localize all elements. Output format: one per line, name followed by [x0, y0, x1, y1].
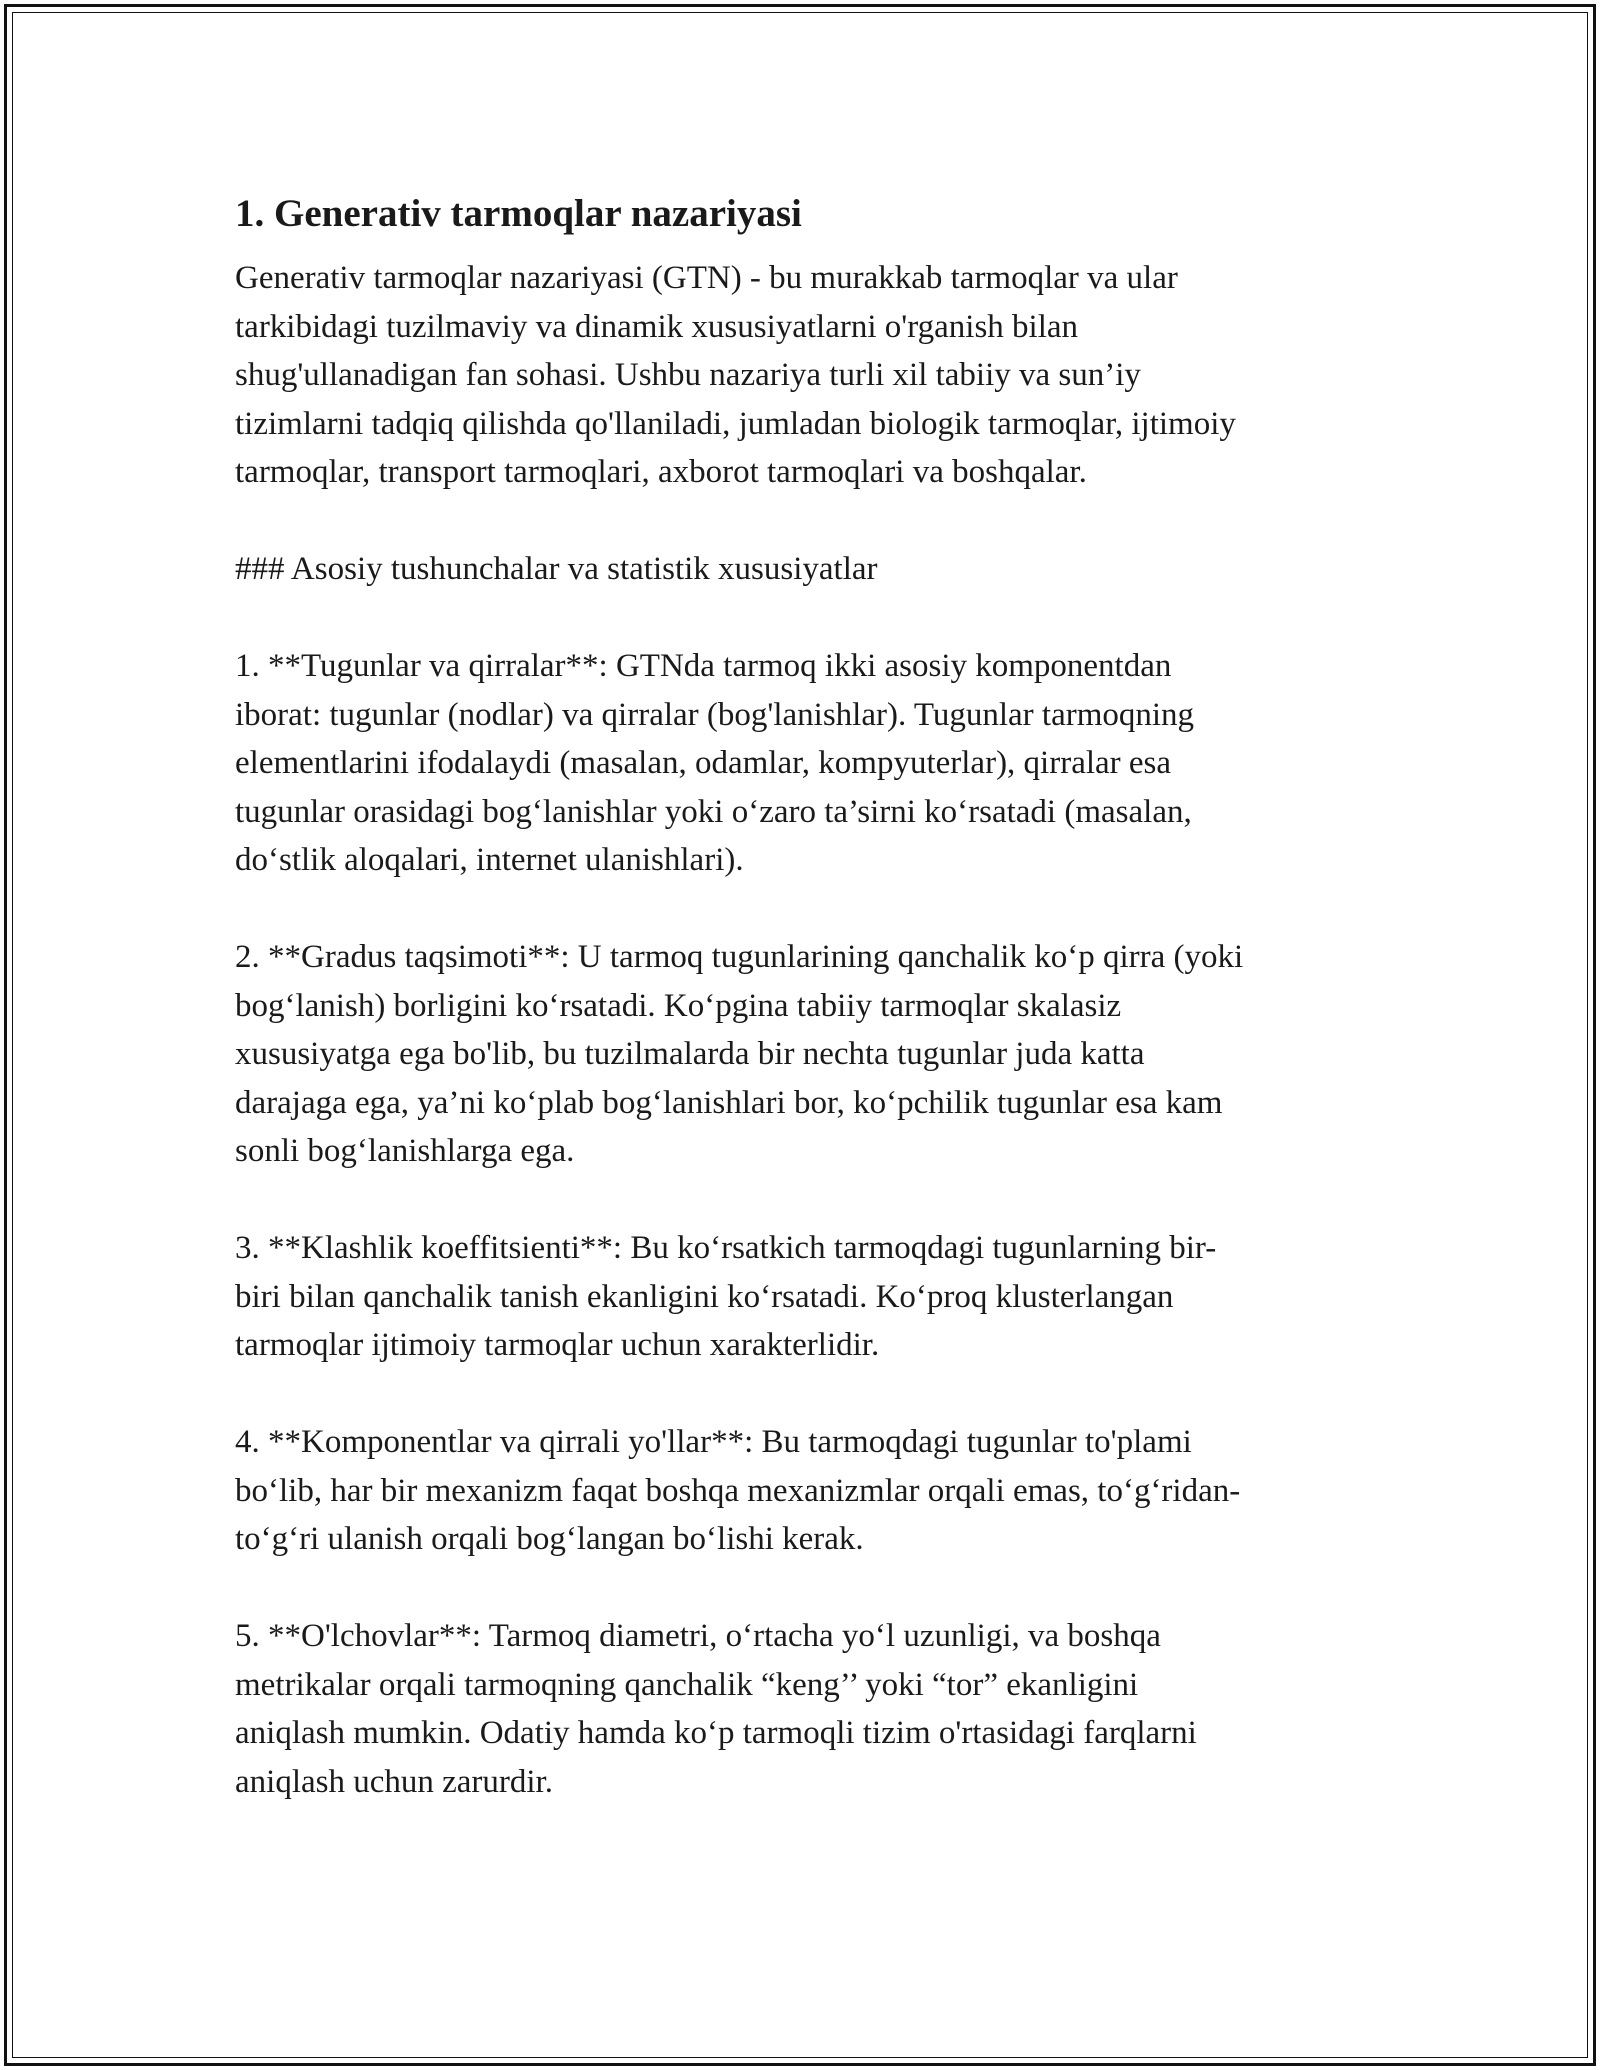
- list-item-4: [235, 1418, 1375, 1564]
- paragraph-line: 1. **Tugunlar va qirralar**: GTNda tarmoq ikki asosiy komponentdan: [235, 648, 1172, 684]
- paragraph-line: to‘g‘ri ulanish orqali bog‘langan bo‘lishi kerak.: [235, 1521, 864, 1557]
- paragraph-line: tizimlarni tadqiq qilishda qo'llaniladi, jumladan biologik tarmoqlar, ijtimoiy: [235, 405, 1236, 442]
- list-item-5: [235, 1612, 1375, 1806]
- paragraph-line: 3. **Klashlik koeffitsienti**: Bu ko‘rsatkich tarmoqdagi tugunlarning bir-: [235, 1230, 1217, 1266]
- paragraph-line: aniqlash uchun zarurdir.: [235, 1763, 553, 1800]
- paragraph-line: darajaga ega, ya’ni ko‘plab bog‘lanishlari bor, ko‘pchilik tugunlar esa kam: [235, 1084, 1223, 1121]
- list-item-2: [235, 933, 1375, 1176]
- paragraph-line: shug'ullanadigan fan sohasi. Ushbu nazariya turli xil tabiiy va sun’iy: [235, 357, 1141, 393]
- intro-paragraph: [235, 254, 1375, 497]
- paragraph-line: 4. **Komponentlar va qirrali yo'llar**: Bu tarmoqdagi tugunlar to'plami: [235, 1424, 1192, 1460]
- paragraph-line: bog‘lanish) borligini ko‘rsatadi. Ko‘pgina tabiiy tarmoqlar skalasiz: [235, 987, 1122, 1024]
- paragraph-line: 5. **O'lchovlar**: Tarmoq diametri, o‘rtacha yo‘l uzunligi, va boshqa: [235, 1618, 1161, 1654]
- paragraph-line: aniqlash mumkin. Odatiy hamda ko‘p tarmoqli tizim o'rtasidagi farqlarni: [235, 1715, 1197, 1751]
- list-item-1: [235, 642, 1375, 885]
- paragraph-line: tarkibidagi tuzilmaviy va dinamik xususiyatlarni o'rganish bilan: [235, 308, 1079, 345]
- paragraph-line: sonli bog‘lanishlarga ega.: [235, 1133, 575, 1169]
- paragraph-line: 2. **Gradus taqsimoti**: U tarmoq tugunlarining qanchalik ko‘p qirra (yoki: [235, 939, 1244, 975]
- section-subheading: [235, 545, 1375, 594]
- paragraph-line: Generativ tarmoqlar nazariyasi (GTN) - bu murakkab tarmoqlar va ular: [235, 260, 1178, 296]
- paragraph-line: do‘stlik aloqalari, internet ulanishlari).: [235, 842, 744, 878]
- paragraph-line: elementlarini ifodalaydi (masalan, odamlar, kompyuterlar), qirralar esa: [235, 745, 1172, 781]
- paragraph-line: tarmoqlar ijtimoiy tarmoqlar uchun xarakterlidir.: [235, 1327, 880, 1363]
- list-item-3: [235, 1224, 1375, 1370]
- paragraph-line: bo‘lib, har bir mexanizm faqat boshqa mexanizmlar orqali emas, to‘g‘ridan-: [235, 1472, 1241, 1509]
- paragraph-line: tugunlar orasidagi bog‘lanishlar yoki o‘zaro ta’sirni ko‘rsatadi (masalan,: [235, 793, 1192, 830]
- document-body: [235, 182, 1375, 1855]
- paragraph-line: iborat: tugunlar (nodlar) va qirralar (bog'lanishlar). Tugunlar tarmoqning: [235, 696, 1195, 733]
- subheading-line: ### Asosiy tushunchalar va statistik xususiyatlar: [235, 551, 878, 587]
- paragraph-line: tarmoqlar, transport tarmoqlari, axborot tarmoqlari va boshqalar.: [235, 454, 1087, 490]
- paragraph-line: xususiyatga ega bo'lib, bu tuzilmalarda bir nechta tugunlar juda katta: [235, 1036, 1145, 1072]
- document-title: 1. Generativ tarmoqlar nazariyasi: [235, 192, 802, 235]
- paragraph-line: metrikalar orqali tarmoqning qanchalik “keng’’ yoki “tor” ekanligini: [235, 1666, 1139, 1703]
- paragraph-line: biri bilan qanchalik tanish ekanligini ko‘rsatadi. Ko‘proq klusterlangan: [235, 1278, 1174, 1315]
